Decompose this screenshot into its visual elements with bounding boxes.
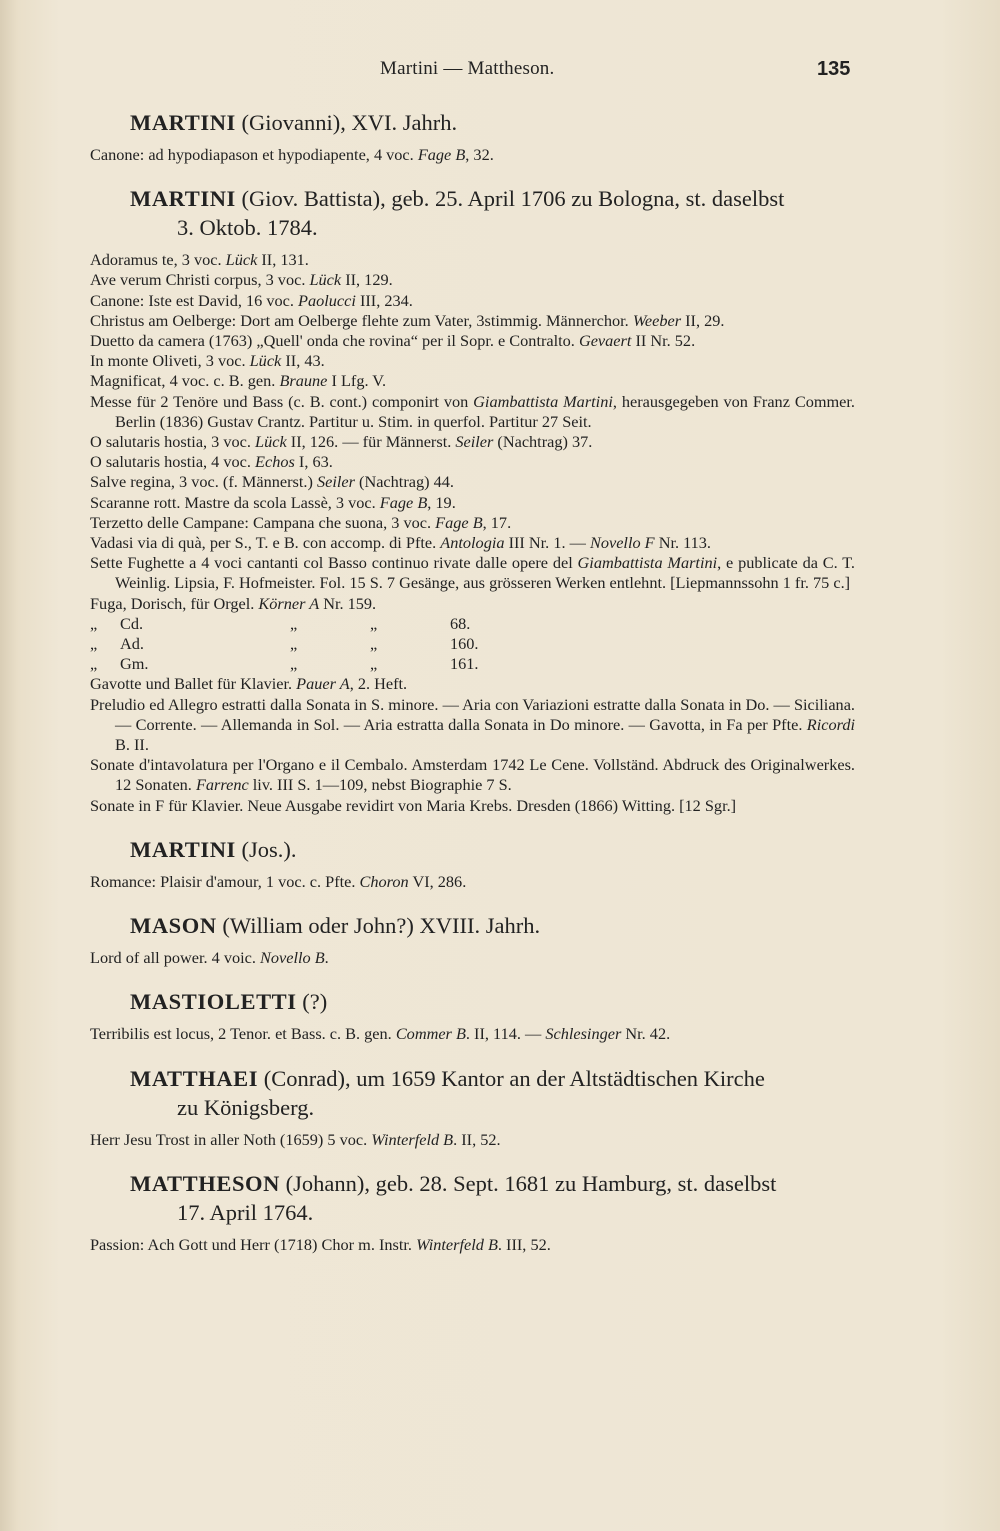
- catalog-entry: [90, 533, 855, 553]
- entry-text: Canone: Iste est David, 16 voc.: [90, 290, 298, 310]
- entry-text: Messe für 2 Tenöre und Bass (c. B. cont.) componirt von: [90, 391, 474, 411]
- heading-gap: [90, 1016, 855, 1024]
- composer-heading: [90, 1169, 855, 1227]
- entry-text: Terribilis est locus, 2 Tenor. et Bass. c. B. gen.: [90, 1024, 396, 1044]
- entry-text: . II, 114. —: [465, 1024, 546, 1044]
- composer-heading: [90, 987, 855, 1016]
- catalog-entry: [90, 755, 855, 795]
- entry-text: Romance: Plaisir d'amour, 1 voc. c. Pfte.: [90, 871, 360, 891]
- composer-info: (?): [296, 989, 328, 1015]
- entry-text: II, 126. — für Männerst.: [286, 432, 456, 452]
- catalog-entry: [90, 145, 855, 165]
- composer-name: MARTINI: [130, 836, 236, 862]
- catalog-entry: [90, 674, 855, 694]
- source-ref: Lück: [249, 351, 282, 371]
- ditto-mark: „: [370, 613, 378, 633]
- composer-heading: [90, 1064, 855, 1122]
- ditto-mark: „: [290, 613, 298, 633]
- composer-info: 3. Oktob. 1784.: [177, 215, 318, 241]
- entry-text: Adoramus te, 3 voc.: [90, 250, 226, 270]
- entry-text: (Nachtrag) 44.: [354, 472, 454, 492]
- source-ref: Lück: [309, 270, 342, 290]
- entry-text: I, 63.: [294, 452, 333, 472]
- entry-text: II, 129.: [341, 270, 393, 290]
- source-ref: Gevaert: [578, 331, 632, 351]
- entry-text: II, 131.: [257, 250, 309, 270]
- entry-text: II, 29.: [681, 310, 725, 330]
- page-number: 135: [817, 58, 851, 80]
- catalog-entry: [90, 1235, 855, 1255]
- composer-heading: [90, 184, 855, 242]
- source-ref: Commer B: [395, 1024, 466, 1044]
- catalog-entry: [90, 291, 855, 311]
- entry-text: Nr. 42.: [621, 1024, 671, 1044]
- source-ref: Pauer A: [296, 674, 350, 694]
- ditto-mark: „: [90, 634, 98, 654]
- source-ref: Weeber: [632, 310, 682, 330]
- ditto-key: Gm.: [120, 654, 149, 674]
- entry-text: Lord of all power. 4 voic.: [90, 948, 261, 968]
- ditto-key: Cd.: [120, 613, 144, 633]
- entry-text: Fuga, Dorisch, für Orgel.: [90, 593, 259, 613]
- catalog-entry: [90, 432, 855, 452]
- source-ref: Novello B: [260, 948, 325, 968]
- source-ref: Lück: [255, 432, 287, 452]
- source-ref: Echos: [255, 452, 295, 472]
- heading-gap: [90, 1122, 855, 1130]
- entry-text: .: [324, 948, 329, 968]
- source-ref: Lück: [225, 250, 258, 270]
- source-ref: Schlesinger: [545, 1024, 622, 1044]
- entry-text: . III, 52.: [497, 1234, 551, 1254]
- entry-text: II, 43.: [281, 351, 325, 371]
- entry-text: , herausgegeben von Franz Commer. Berlin (1836) Gustav Crantz. Partitur u. Stim. in querfol. Partitur 27 Seit.: [115, 391, 855, 431]
- composer-info: (Giovanni), XVI. Jahrh.: [235, 110, 458, 135]
- entry-text: Vadasi via di quà, per S., T. e B. con accomp. di Pfte.: [90, 533, 441, 553]
- entry-text: O salutaris hostia, 4 voc.: [90, 452, 256, 472]
- composer-name: MASON: [130, 913, 217, 939]
- entry-text: Herr Jesu Trost in aller Noth (1659) 5 voc.: [90, 1129, 372, 1149]
- catalog-entry: [90, 1130, 855, 1150]
- composer-name: MATTHAEI: [130, 1065, 259, 1091]
- source-ref: Fage B: [417, 145, 466, 164]
- source-ref: Paolucci: [298, 290, 356, 310]
- entry-text: Sonate d'intavolatura per l'Organo e il Cembalo. Amsterdam 1742 Le Cene. Vollständ. Abdruck des Originalwerkes. 12 Sonaten.: [90, 755, 855, 795]
- ditto-number: 161.: [450, 654, 479, 674]
- source-ref: Choron: [359, 871, 409, 891]
- catalog-entry: [90, 472, 855, 492]
- entry-text: Terzetto delle Campane: Campana che suona, 3 voc.: [90, 512, 436, 532]
- composer-info: (Jos.).: [235, 836, 297, 862]
- source-ref: Seiler: [316, 472, 355, 492]
- ditto-mark: „: [90, 654, 98, 674]
- catalog-entry: [90, 250, 855, 270]
- entry-text: Magnificat, 4 voc. c. B. gen.: [90, 371, 280, 391]
- catalog-entry: [90, 872, 855, 892]
- catalog-entry: [90, 351, 855, 371]
- entry-text: Nr. 159.: [319, 593, 377, 613]
- entry-text: , 19.: [427, 492, 456, 512]
- source-ref: Ricordi: [806, 714, 855, 734]
- composer-info: (Conrad), um 1659 Kantor an der Altstädtischen Kirche: [258, 1065, 765, 1091]
- section-gap: [90, 892, 855, 911]
- ditto-row: [90, 634, 855, 654]
- entry-text: Scaranne rott. Mastre da scola Lassè, 3 voc.: [90, 492, 380, 512]
- page-header: [0, 58, 1000, 86]
- entry-text: Passion: Ach Gott und Herr (1718) Chor m. Instr.: [90, 1234, 417, 1254]
- entry-text: (Nachtrag) 37.: [493, 432, 593, 452]
- catalog-entry: [90, 311, 855, 331]
- ditto-number: 160.: [450, 634, 479, 654]
- source-ref: Giambattista Martini: [473, 391, 613, 411]
- composer-info: 17. April 1764.: [177, 1199, 314, 1225]
- heading-gap: [90, 242, 855, 250]
- entry-text: III Nr. 1. —: [504, 533, 590, 553]
- entry-text: Gavotte und Ballet für Klavier.: [90, 674, 297, 694]
- catalog-entry: [90, 695, 855, 756]
- ditto-mark: „: [370, 654, 378, 674]
- entry-text: , 17.: [482, 512, 512, 532]
- entry-text: In monte Oliveti, 3 voc.: [90, 351, 250, 371]
- source-ref: Novello F: [589, 533, 655, 553]
- entry-text: O salutaris hostia, 3 voc.: [90, 432, 256, 452]
- composer-name: MARTINI: [130, 186, 236, 212]
- catalog-entry: [90, 796, 855, 816]
- section-gap: [90, 1045, 855, 1064]
- entry-text: Christus am Oelberge: Dort am Oelberge flehte zum Vater, 3stimmig. Männerchor.: [90, 310, 633, 330]
- entry-text: liv. III S. 1—109, nebst Biographie 7 S.: [248, 775, 512, 795]
- catalog-entry: [90, 948, 855, 968]
- entry-text: Nr. 113.: [654, 533, 712, 553]
- composer-heading: [90, 835, 855, 864]
- section-gap: [90, 968, 855, 987]
- composer-heading: [90, 911, 855, 940]
- catalog-entry: [90, 392, 855, 432]
- entry-text: Sonate in F für Klavier. Neue Ausgabe revidirt von Maria Krebs. Dresden (1866) Witting. [12 Sgr.]: [90, 795, 737, 815]
- entry-text: Canone: ad hypodiapason et hypodiapente, 4 voc.: [90, 145, 418, 164]
- ditto-key: Ad.: [120, 634, 144, 654]
- source-ref: Fage B: [379, 492, 428, 512]
- entry-text: Duetto da camera (1763) „Quell' onda che rovina“ per il Sopr. e Contralto.: [90, 331, 579, 351]
- entry-text: Salve regina, 3 voc. (f. Männerst.): [90, 472, 317, 492]
- ditto-mark: „: [370, 634, 378, 654]
- entry-text: VI, 286.: [408, 871, 467, 891]
- entry-text: Ave verum Christi corpus, 3 voc.: [90, 270, 310, 290]
- source-ref: Braune: [279, 371, 328, 391]
- entry-text: I Lfg. V.: [327, 371, 387, 391]
- composer-info: (Johann), geb. 28. Sept. 1681 zu Hamburg, st. daselbst: [280, 1170, 777, 1196]
- composer-name: MARTINI: [130, 110, 236, 135]
- source-ref: Seiler: [455, 432, 494, 452]
- ditto-row: [90, 654, 855, 674]
- heading-gap: [90, 137, 855, 145]
- entry-text: B. II.: [115, 735, 149, 755]
- ditto-mark: „: [290, 634, 298, 654]
- catalog-entry: [90, 371, 855, 391]
- ditto-mark: „: [90, 613, 98, 633]
- catalog-entry: [90, 331, 855, 351]
- catalog-entry: [90, 493, 855, 513]
- source-ref: Fage B: [435, 512, 483, 532]
- entry-text: , 2. Heft.: [349, 674, 408, 694]
- section-gap: [90, 165, 855, 184]
- source-ref: Antologia: [440, 533, 505, 553]
- composer-name: MASTIOLETTI: [130, 989, 297, 1015]
- entry-text: Preludio ed Allegro estratti dalla Sonata in S. minore. — Aria con Variazioni estratte dalla Sonata in Do. — Siciliana. — Corrente. — Allemanda in Sol. — Aria estratta dalla Sonata in Do minore. — Gavotta, in Fa per Pfte.: [90, 694, 855, 734]
- entry-text: II Nr. 52.: [631, 331, 696, 351]
- catalog-entry: [90, 452, 855, 472]
- heading-gap: [90, 940, 855, 948]
- section-gap: [90, 1150, 855, 1169]
- catalog-entry: [90, 553, 855, 593]
- running-head: Martini — Mattheson.: [380, 58, 555, 79]
- composer-info: (William oder John?) XVIII. Jahrh.: [216, 913, 541, 939]
- section-gap: [90, 816, 855, 835]
- heading-gap: [90, 1227, 855, 1235]
- source-ref: Winterfeld B: [371, 1129, 454, 1149]
- composer-info: zu Königsberg.: [177, 1094, 315, 1120]
- source-ref: Körner A: [258, 593, 320, 613]
- ditto-number: 68.: [450, 613, 471, 633]
- entry-text: . II, 52.: [453, 1129, 501, 1149]
- source-ref: Giambattista Martini: [577, 553, 718, 573]
- ditto-mark: „: [290, 654, 298, 674]
- ditto-row: [90, 614, 855, 634]
- page-body: [90, 108, 855, 1255]
- source-ref: Winterfeld B: [416, 1234, 498, 1254]
- entry-text: , e publicate da C. T. Weinlig. Lipsia, F. Hofmeister. Fol. 15 S. 7 Gesänge, aus grösseren Werken entlehnt. [Liepmannssohn 1 fr. 75 c.]: [115, 553, 855, 593]
- catalog-entry: [90, 513, 855, 533]
- catalog-entry: [90, 594, 855, 614]
- composer-name: MATTHESON: [130, 1170, 281, 1196]
- composer-info: (Giov. Battista), geb. 25. April 1706 zu Bologna, st. daselbst: [235, 186, 785, 212]
- entry-text: Sette Fughette a 4 voci cantanti col Basso continuo rivate dalle opere del: [90, 553, 578, 573]
- source-ref: Farrenc: [195, 775, 249, 795]
- heading-gap: [90, 864, 855, 872]
- composer-heading: [90, 108, 855, 137]
- entry-text: III, 234.: [355, 290, 413, 310]
- entry-text: , 32.: [465, 145, 494, 164]
- catalog-entry: [90, 270, 855, 290]
- catalog-entry: [90, 1024, 855, 1044]
